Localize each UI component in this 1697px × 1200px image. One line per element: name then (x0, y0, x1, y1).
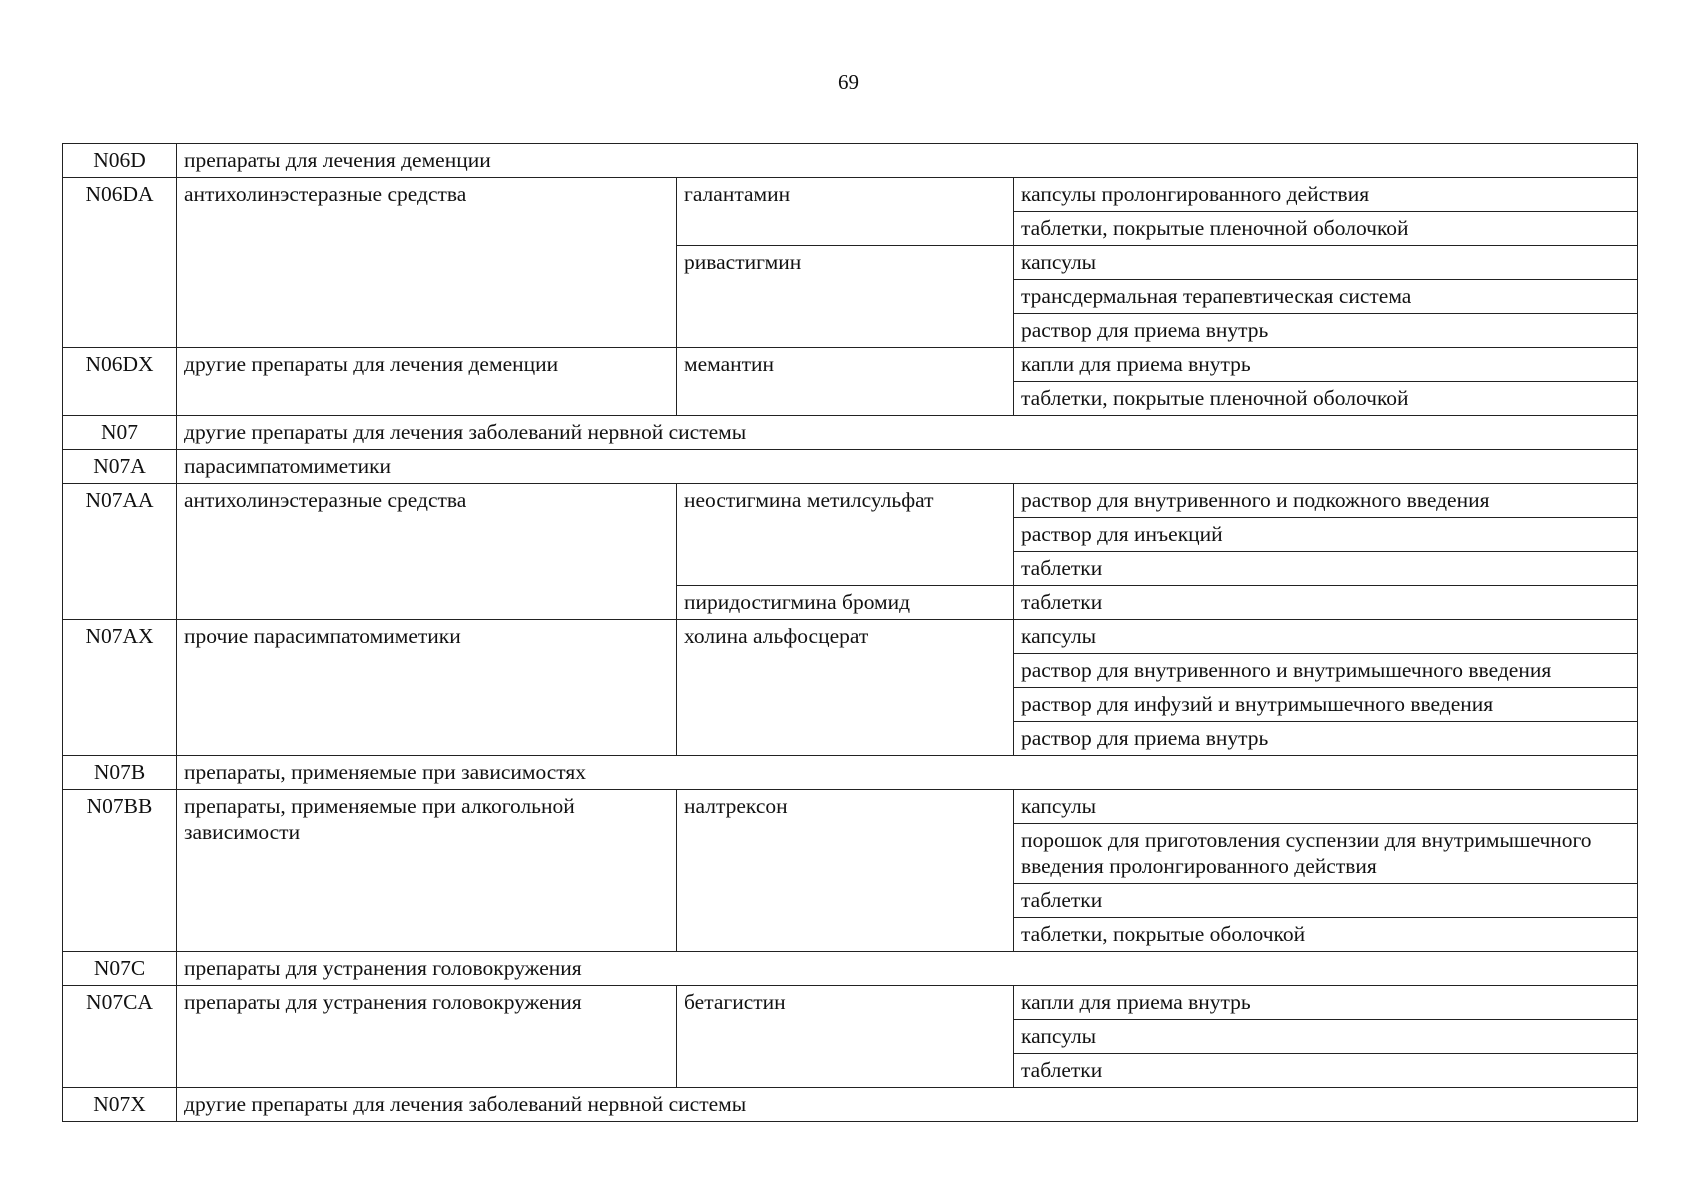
section-name-cell: препараты для устранения головокружения (177, 951, 1638, 985)
page-number: 69 (838, 70, 859, 94)
section-name-cell: препараты для лечения деменции (177, 144, 1638, 178)
dosage-form-cell: порошок для приготовления суспензии для внутримышечного введения пролонгированного действия (1014, 824, 1638, 884)
group-name-cell: препараты для устранения головокружения (177, 985, 677, 1087)
table-row (63, 985, 1638, 1019)
atc-code-cell: N07 (63, 416, 177, 450)
dosage-form-cell: таблетки (1014, 1053, 1638, 1087)
dosage-form-cell: капсулы (1014, 1019, 1638, 1053)
dosage-form-cell: таблетки (1014, 552, 1638, 586)
drug-name-cell: галантамин (677, 178, 1014, 246)
dosage-form-cell: капсулы (1014, 620, 1638, 654)
group-name-cell: антихолинэстеразные средства (177, 484, 677, 620)
table-row (63, 620, 1638, 654)
atc-code-cell: N07X (63, 1087, 177, 1121)
medication-table (62, 143, 1638, 1122)
atc-code-cell: N07BB (63, 790, 177, 952)
atc-code-cell: N06DX (63, 348, 177, 416)
medication-table-body (63, 144, 1638, 1122)
dosage-form-cell: раствор для приема внутрь (1014, 314, 1638, 348)
drug-name-cell: ривастигмин (677, 246, 1014, 348)
drug-name-cell: налтрексон (677, 790, 1014, 952)
dosage-form-cell: капсулы (1014, 246, 1638, 280)
atc-code-cell: N07AX (63, 620, 177, 756)
section-name-cell: другие препараты для лечения заболеваний нервной системы (177, 1087, 1638, 1121)
drug-name-cell: бетагистин (677, 985, 1014, 1087)
section-name-cell: парасимпатомиметики (177, 450, 1638, 484)
table-row (63, 484, 1638, 518)
atc-code-cell: N07AA (63, 484, 177, 620)
section-row (63, 416, 1638, 450)
dosage-form-cell: таблетки, покрытые пленочной оболочкой (1014, 382, 1638, 416)
dosage-form-cell: капли для приема внутрь (1014, 348, 1638, 382)
drug-name-cell: холина альфосцерат (677, 620, 1014, 756)
table-row (63, 790, 1638, 824)
atc-code-cell: N07CA (63, 985, 177, 1087)
section-name-cell: препараты, применяемые при зависимостях (177, 756, 1638, 790)
section-row (63, 144, 1638, 178)
dosage-form-cell: таблетки (1014, 586, 1638, 620)
section-row (63, 1087, 1638, 1121)
drug-name-cell: мемантин (677, 348, 1014, 416)
dosage-form-cell: раствор для приема внутрь (1014, 722, 1638, 756)
dosage-form-cell: раствор для внутривенного и внутримышечного введения (1014, 654, 1638, 688)
dosage-form-cell: капсулы (1014, 790, 1638, 824)
atc-code-cell: N07C (63, 951, 177, 985)
dosage-form-cell: таблетки, покрытые пленочной оболочкой (1014, 212, 1638, 246)
atc-code-cell: N07B (63, 756, 177, 790)
section-name-cell: другие препараты для лечения заболеваний нервной системы (177, 416, 1638, 450)
group-name-cell: антихолинэстеразные средства (177, 178, 677, 348)
section-row (63, 951, 1638, 985)
drug-name-cell: пиридостигмина бромид (677, 586, 1014, 620)
atc-code-cell: N06DA (63, 178, 177, 348)
dosage-form-cell: раствор для инъекций (1014, 518, 1638, 552)
drug-name-cell: неостигмина метилсульфат (677, 484, 1014, 586)
table-row (63, 178, 1638, 212)
group-name-cell: прочие парасимпатомиметики (177, 620, 677, 756)
dosage-form-cell: раствор для внутривенного и подкожного введения (1014, 484, 1638, 518)
dosage-form-cell: капсулы пролонгированного действия (1014, 178, 1638, 212)
group-name-cell: препараты, применяемые при алкогольной зависимости (177, 790, 677, 952)
table-row (63, 348, 1638, 382)
section-row (63, 756, 1638, 790)
dosage-form-cell: раствор для инфузий и внутримышечного введения (1014, 688, 1638, 722)
dosage-form-cell: таблетки (1014, 883, 1638, 917)
group-name-cell: другие препараты для лечения деменции (177, 348, 677, 416)
dosage-form-cell: таблетки, покрытые оболочкой (1014, 917, 1638, 951)
dosage-form-cell: капли для приема внутрь (1014, 985, 1638, 1019)
dosage-form-cell: трансдермальная терапевтическая система (1014, 280, 1638, 314)
atc-code-cell: N06D (63, 144, 177, 178)
atc-code-cell: N07A (63, 450, 177, 484)
section-row (63, 450, 1638, 484)
